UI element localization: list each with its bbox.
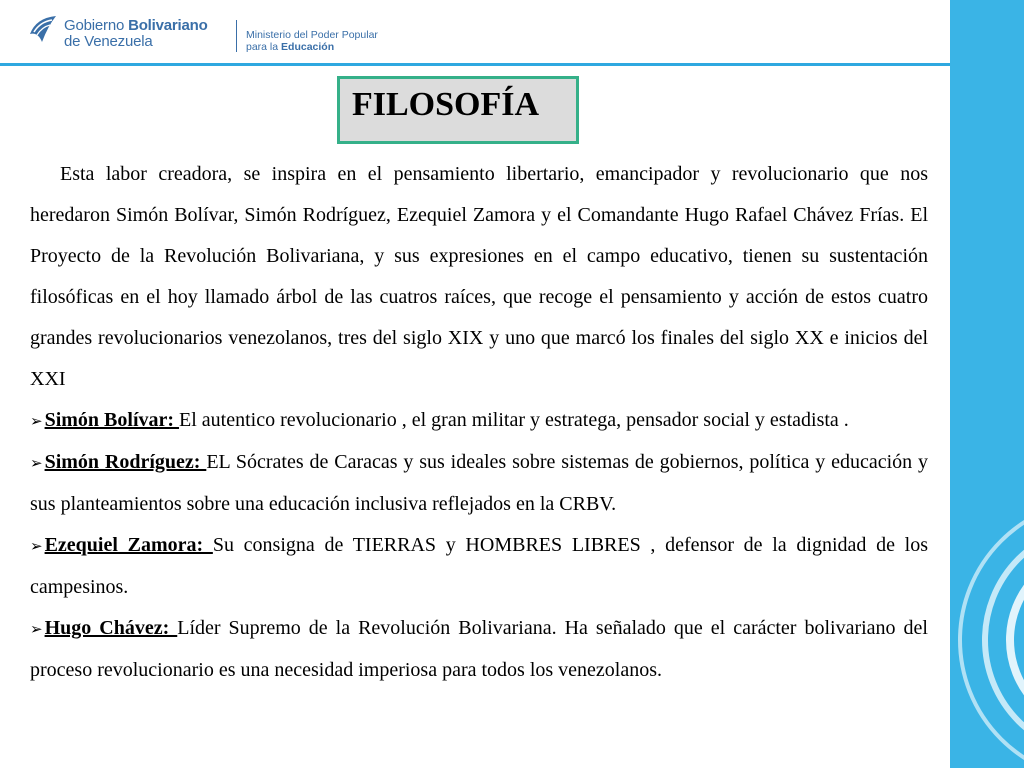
- arrow-bullet-icon: ➢: [30, 454, 43, 472]
- arrow-bullet-icon: ➢: [30, 620, 43, 638]
- bullet-text: Líder Supremo de la Revolución Bolivariana. Ha señalado que el carácter bolivariano del proceso revolucionario es una necesidad imperiosa para todos los venezolanos.: [30, 617, 928, 681]
- list-item: [30, 442, 928, 525]
- bullet-text: EL Sócrates de Caracas y sus ideales sobre sistemas de gobiernos, política y educación y sus planteamientos sobre una educación inclusiva reflejados en la CRBV.: [30, 451, 928, 515]
- list-item: [30, 608, 928, 691]
- venezuela-logo-icon: [28, 14, 58, 44]
- bullet-text: Su consigna de TIERRAS y HOMBRES LIBRES , defensor de la dignidad de los campesinos.: [30, 534, 928, 598]
- bullet-term: Simón Bolívar:: [44, 409, 180, 431]
- bullet-term: Hugo Chávez:: [44, 617, 178, 639]
- list-item: [30, 525, 928, 608]
- ministry-line1: Ministerio del Poder Popular: [246, 29, 378, 41]
- bullet-term: Simón Rodríguez:: [44, 451, 207, 473]
- page-title: FILOSOFÍA: [352, 86, 540, 123]
- content-body: [30, 154, 928, 691]
- header: [0, 0, 950, 66]
- header-rule: [0, 63, 950, 66]
- logo-separator: [236, 20, 237, 52]
- ministry-line2: para la Educación: [246, 41, 335, 53]
- arrow-bullet-icon: ➢: [30, 412, 43, 430]
- list-item: [30, 400, 928, 442]
- title-box: [337, 76, 579, 144]
- logo-text-line2: de Venezuela: [64, 33, 153, 50]
- right-decorative-panel: [950, 0, 1024, 768]
- bullet-term: Ezequiel Zamora:: [44, 534, 213, 556]
- bullet-text: El autentico revolucionario , el gran militar y estratega, pensador social y estadista .: [179, 409, 849, 431]
- decorative-arcs-icon: [950, 0, 1024, 768]
- intro-paragraph: Esta labor creadora, se inspira en el pensamiento libertario, emancipador y revolucionario que nos heredaron Simón Bolívar, Simón Rodríguez, Ezequiel Zamora y el Comandante Hugo Rafael Chávez Frías. El Proyecto de la Revolución Bolivariana, y sus expresiones en el campo educativo, tienen su sustentación filosóficas en el hoy llamado árbol de las cuatros raíces, que recoge el pensamiento y acción de estos cuatro grandes revolucionarios venezolanos, tres del siglo XIX y uno que marcó los finales del siglo XX e inicios del XXI: [30, 163, 928, 390]
- arrow-bullet-icon: ➢: [30, 537, 43, 555]
- logo-text-line1: Gobierno Bolivariano: [64, 17, 208, 34]
